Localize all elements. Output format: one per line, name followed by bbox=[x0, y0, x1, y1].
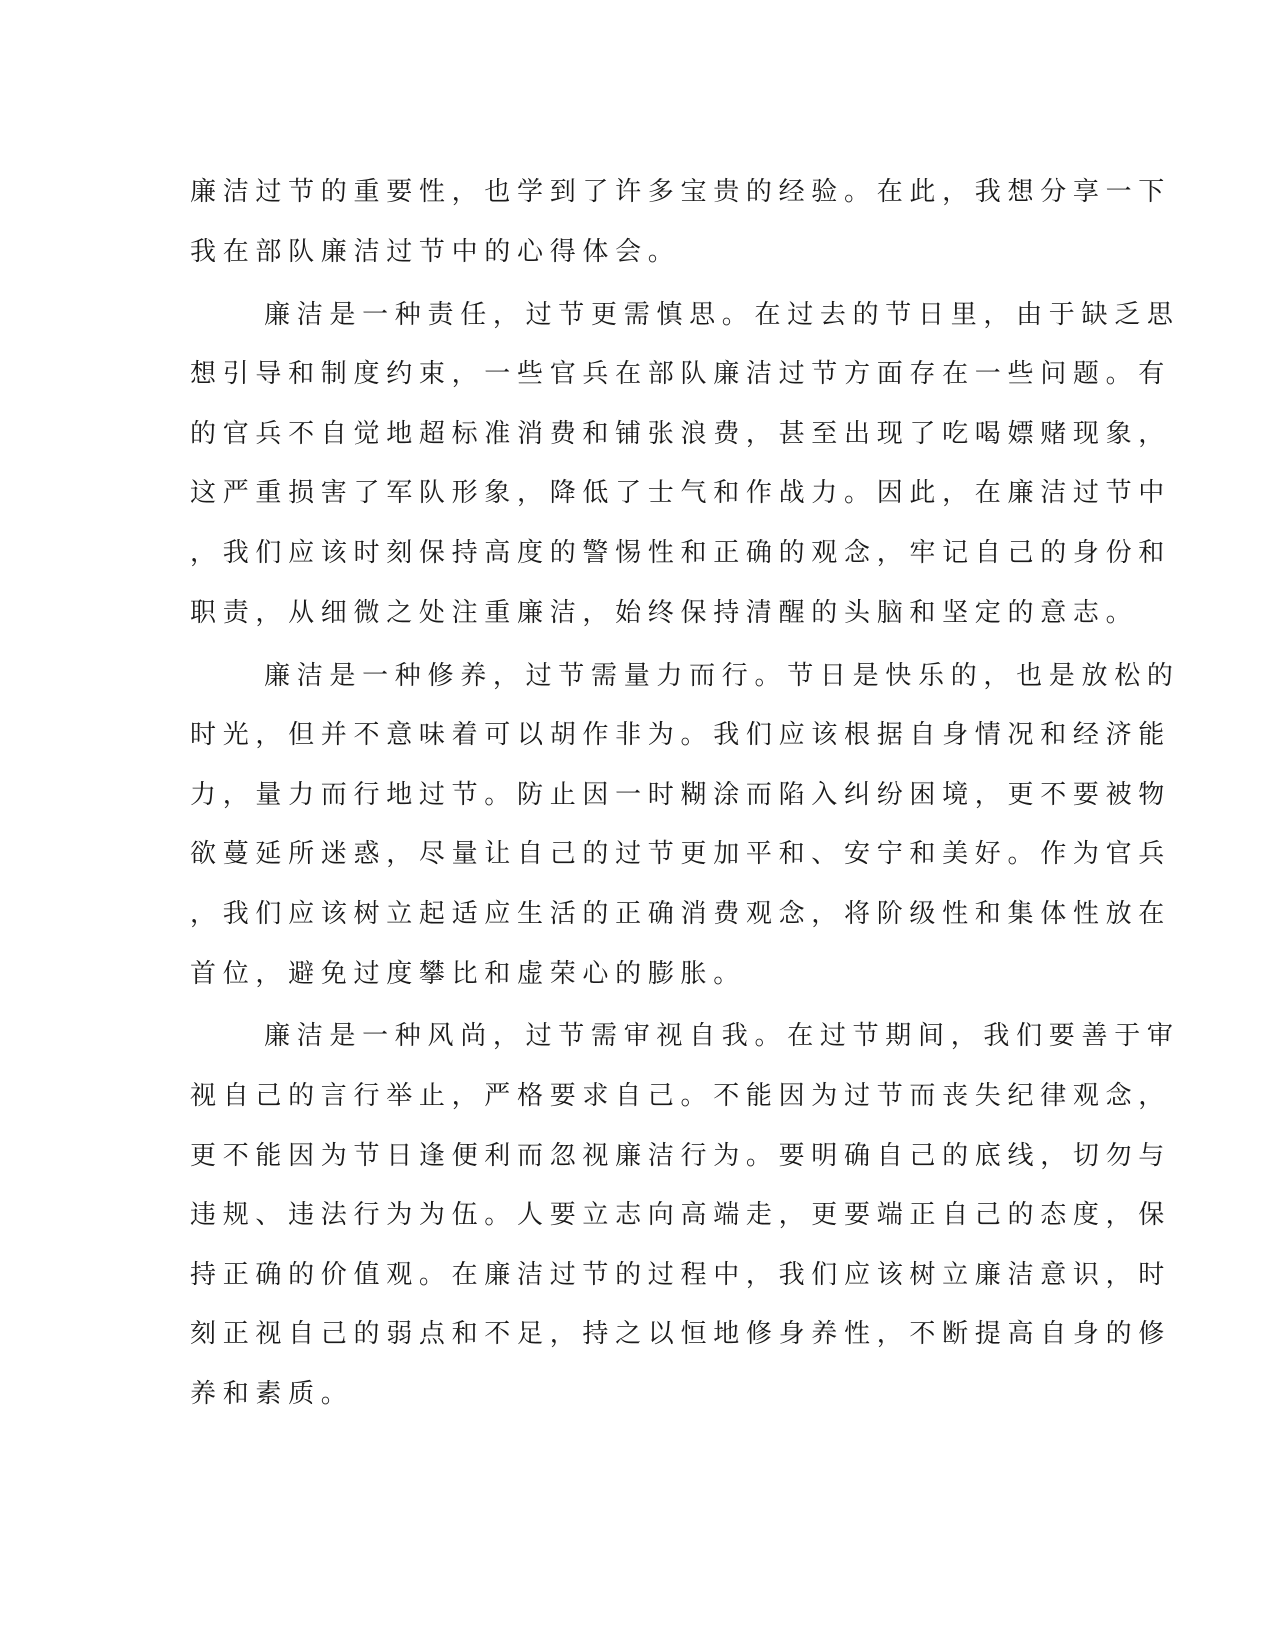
text-line: 想引导和制度约束，一些官兵在部队廉洁过节方面存在一些问题。有 bbox=[190, 359, 1172, 390]
text-line: 职责，从细微之处注重廉洁，始终保持清醒的头脑和坚定的意志。 bbox=[190, 597, 1139, 628]
text-line: 持正确的价值观。在廉洁过节的过程中，我们应该树立廉洁意识，时 bbox=[190, 1259, 1172, 1290]
paragraph-start-line: 廉洁是一种风尚，过节需审视自我。在过节期间，我们要善于审 bbox=[264, 1021, 1180, 1052]
text-line: 我在部队廉洁过节中的心得体会。 bbox=[190, 236, 681, 267]
text-line: 养和素质。 bbox=[190, 1379, 354, 1410]
text-line: 视自己的言行举止，严格要求自己。不能因为过节而丧失纪律观念， bbox=[190, 1081, 1172, 1112]
text-line: 刻正视自己的弱点和不足，持之以恒地修身养性，不断提高自身的修 bbox=[190, 1319, 1172, 1350]
text-line: 这严重损害了军队形象，降低了士气和作战力。因此，在廉洁过节中 bbox=[190, 478, 1172, 509]
body-text bbox=[190, 163, 1180, 1425]
text-line: 的官兵不自觉地超标准消费和铺张浪费，甚至出现了吃喝嫖赌现象， bbox=[190, 418, 1172, 449]
text-line: 廉洁过节的重要性，也学到了许多宝贵的经验。在此，我想分享一下 bbox=[190, 177, 1172, 207]
text-line: 违规、违法行为为伍。人要立志向高端走，更要端正自己的态度，保 bbox=[190, 1200, 1172, 1231]
paragraph-start-line: 廉洁是一种责任，过节更需慎思。在过去的节日里，由于缺乏思 bbox=[264, 299, 1180, 330]
text-line: ，我们应该时刻保持高度的警惕性和正确的观念，牢记自己的身份和 bbox=[190, 537, 1172, 568]
text-line: ，我们应该树立起适应生活的正确消费观念，将阶级性和集体性放在 bbox=[190, 898, 1172, 929]
paragraph-start-line: 廉洁是一种修养，过节需量力而行。节日是快乐的，也是放松的 bbox=[264, 660, 1180, 691]
text-line: 力，量力而行地过节。防止因一时糊涂而陷入纠纷困境，更不要被物 bbox=[190, 779, 1172, 810]
text-line: 时光，但并不意味着可以胡作非为。我们应该根据自身情况和经济能 bbox=[190, 720, 1172, 751]
text-line: 首位，避免过度攀比和虚荣心的膨胀。 bbox=[190, 958, 746, 989]
text-line: 欲蔓延所迷惑，尽量让自己的过节更加平和、安宁和美好。作为官兵 bbox=[190, 839, 1172, 870]
text-line: 更不能因为节日逢便利而忽视廉洁行为。要明确自己的底线，切勿与 bbox=[190, 1140, 1172, 1171]
